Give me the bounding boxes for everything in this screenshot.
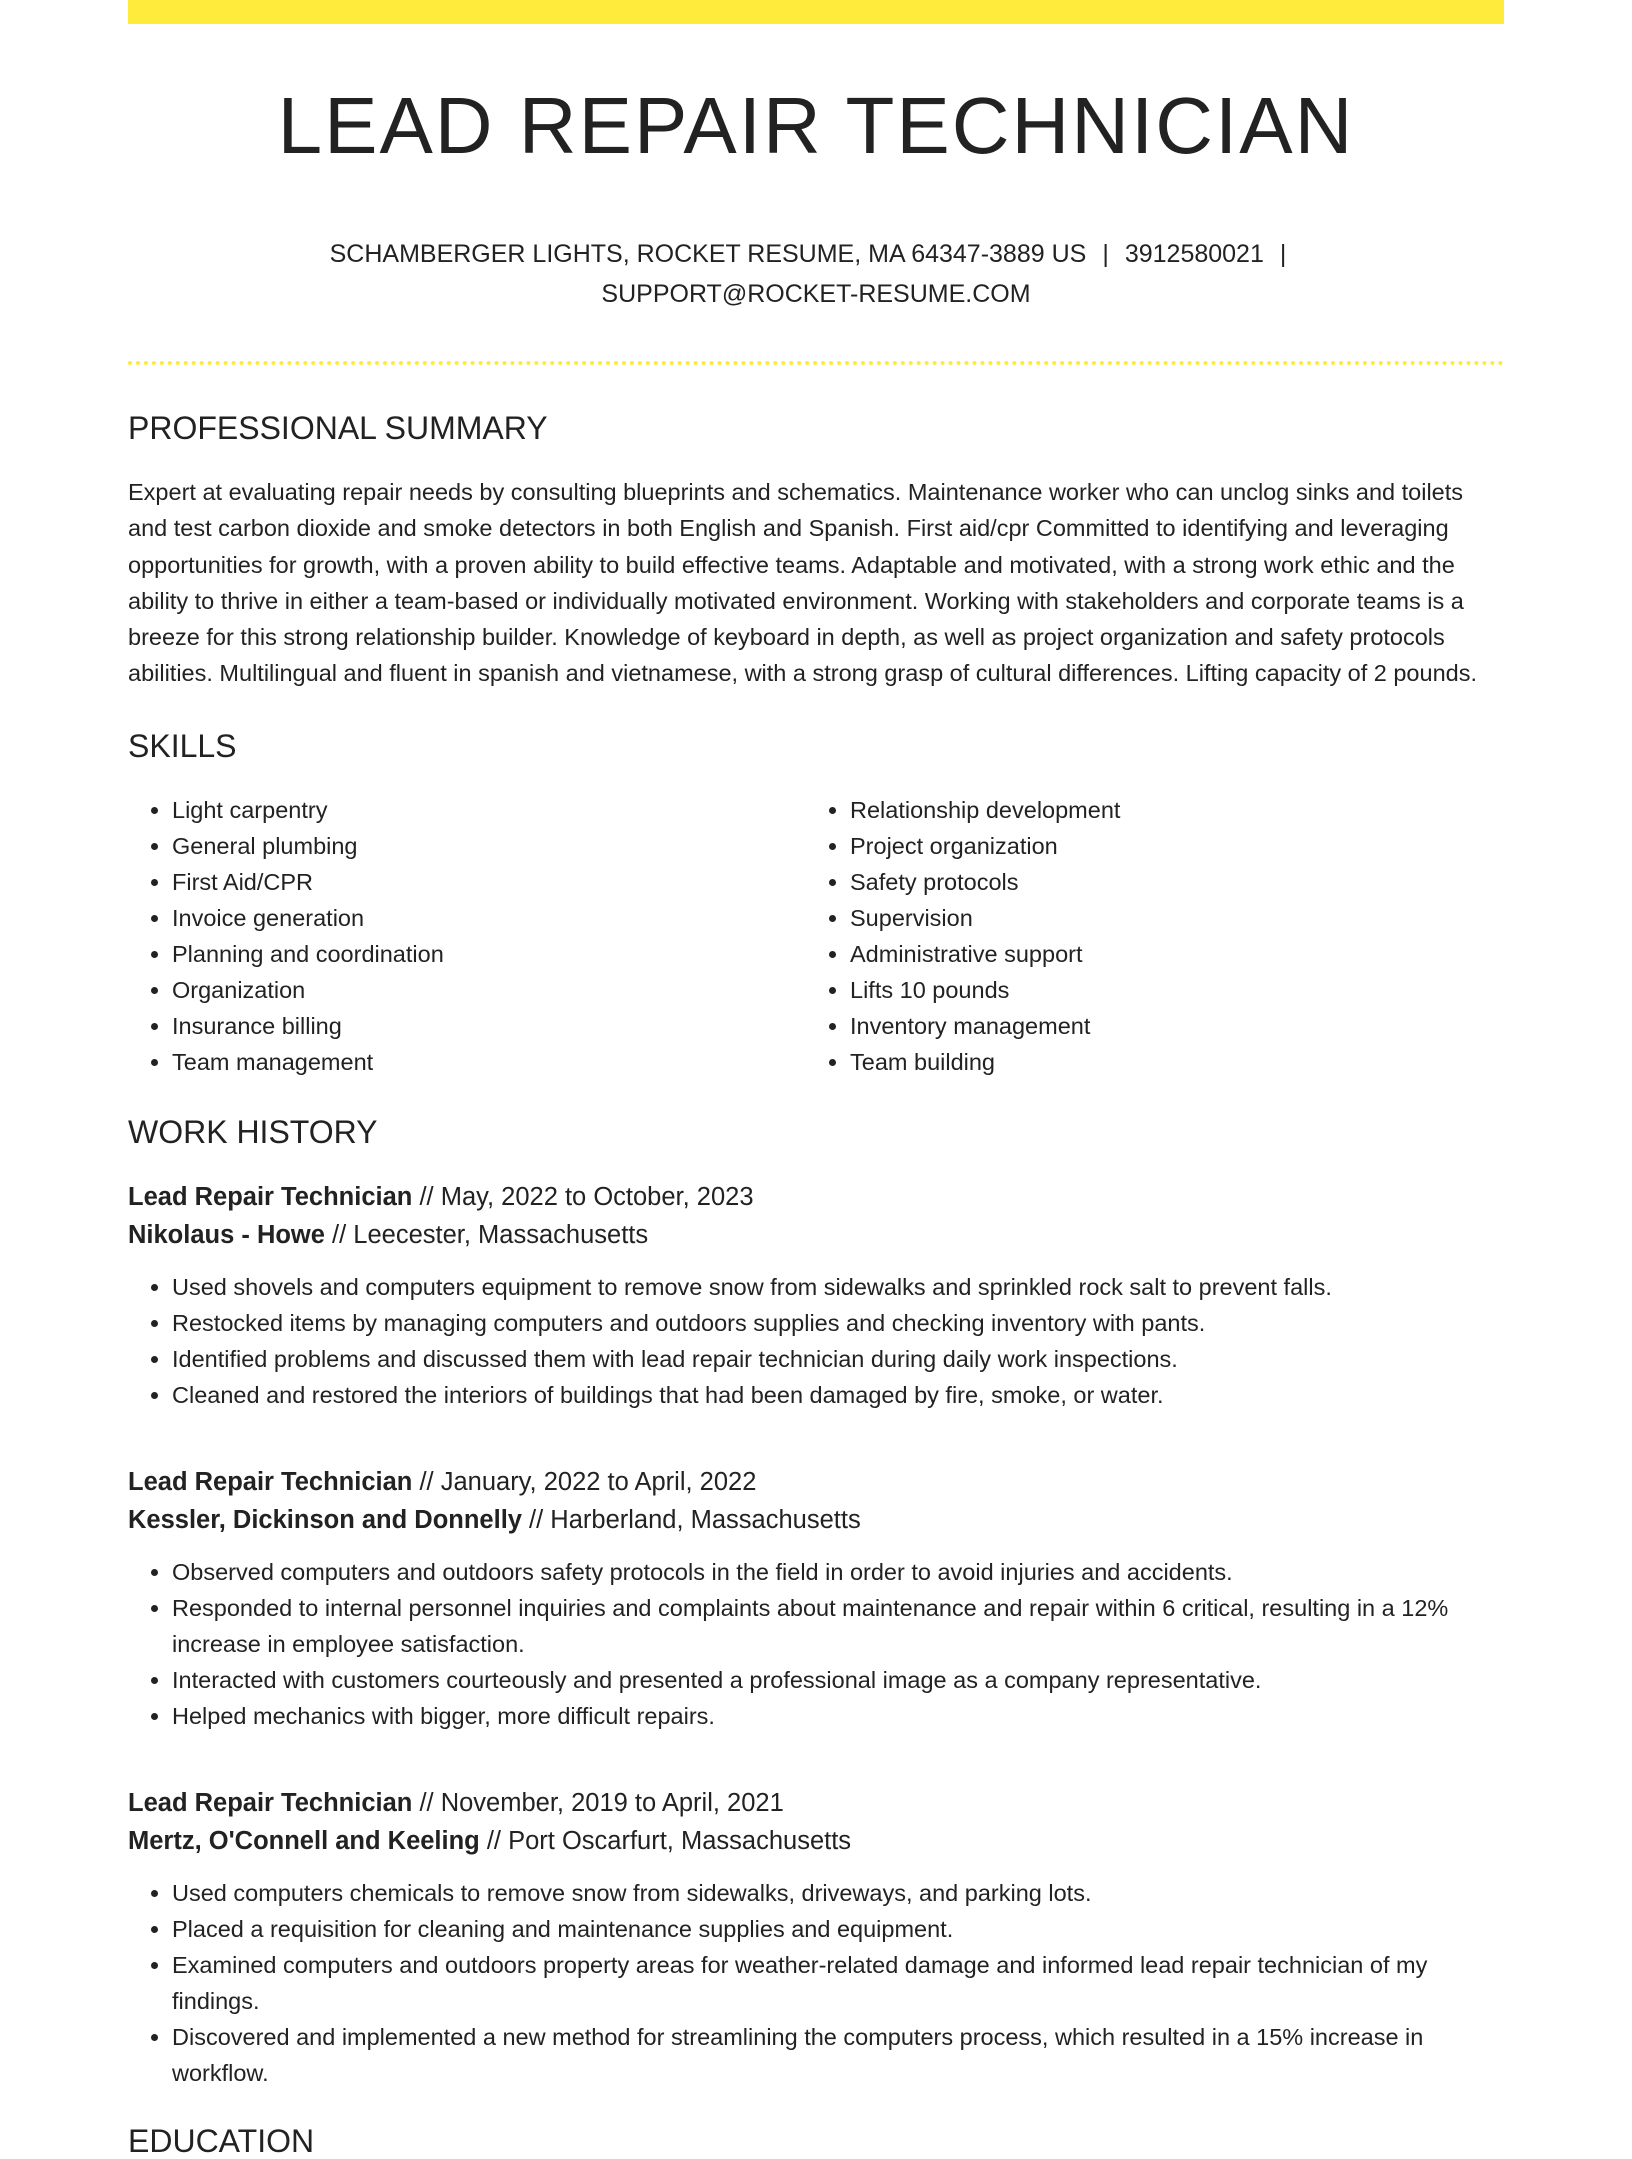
- job-bullets: [128, 1875, 1504, 2091]
- job-bullets: [128, 1269, 1504, 1413]
- job-role: Lead Repair Technician: [128, 1182, 413, 1211]
- skill-item: • Light carpentry: [172, 792, 806, 828]
- job-dates: // May, 2022 to October, 2023: [412, 1182, 754, 1211]
- skill-item: • Supervision: [850, 900, 1120, 936]
- job-location: // Leecester, Massachusetts: [324, 1221, 649, 1250]
- contact-separator: |: [1279, 240, 1287, 268]
- job-title-line: [128, 1784, 1504, 1823]
- skills-column-left: [128, 792, 806, 1080]
- skills-heading: SKILLS: [128, 727, 237, 764]
- job-location: // Port Oscarfurt, Massachusetts: [479, 1827, 852, 1856]
- job-entry: [128, 1463, 1504, 1734]
- skill-item: • General plumbing: [172, 828, 806, 864]
- work-history-heading: WORK HISTORY: [128, 1113, 378, 1150]
- job-bullet: • Restocked items by managing computers and outdoors supplies and checking inventory with pants.: [172, 1305, 1504, 1341]
- skill-item: • Safety protocols: [850, 864, 1120, 900]
- top-accent-bar: [128, 0, 1504, 24]
- job-dates: // November, 2019 to April, 2021: [412, 1788, 784, 1817]
- skill-item: • Project organization: [850, 828, 1120, 864]
- contact-separator: |: [1102, 240, 1109, 268]
- contact-phone: 3912580021: [1124, 240, 1264, 268]
- job-bullets: [128, 1554, 1504, 1734]
- job-bullet: • Cleaned and restored the interiors of buildings that had been damaged by fire, smoke, or water.: [172, 1377, 1504, 1413]
- education-heading: EDUCATION: [128, 2122, 315, 2159]
- job-company-line: [128, 1501, 1504, 1540]
- job-entry: [128, 1178, 1504, 1413]
- job-company-line: [128, 1822, 1504, 1861]
- job-company: Nikolaus - Howe: [128, 1221, 325, 1250]
- job-role: Lead Repair Technician: [128, 1467, 413, 1496]
- job-bullet: • Examined computers and outdoors property areas for weather-related damage and informed lead repair technician of my findings.: [172, 1947, 1504, 2019]
- summary-heading: PROFESSIONAL SUMMARY: [128, 410, 548, 446]
- skill-item: • Administrative support: [850, 936, 1120, 972]
- job-bullet: • Identified problems and discussed them with lead repair technician during daily work inspections.: [172, 1341, 1504, 1377]
- job-bullet: • Observed computers and outdoors safety protocols in the field in order to avoid injuries and accidents.: [172, 1554, 1504, 1590]
- job-bullet: • Responded to internal personnel inquiries and complaints about maintenance and repair within 6 critical, resulting in a 12% increase in employee satisfaction.: [172, 1590, 1504, 1662]
- skill-item: • Insurance billing: [172, 1008, 806, 1044]
- job-role: Lead Repair Technician: [128, 1788, 413, 1817]
- contact-info: [128, 234, 1504, 314]
- job-company: Mertz, O'Connell and Keeling: [128, 1827, 480, 1856]
- skill-item: • Invoice generation: [172, 900, 806, 936]
- resume-name: LEAD REPAIR TECHNICIAN: [277, 81, 1355, 170]
- job-bullet: • Placed a requisition for cleaning and maintenance supplies and equipment.: [172, 1911, 1504, 1947]
- skill-item: • First Aid/CPR: [172, 864, 806, 900]
- job-bullet: • Used computers chemicals to remove snow from sidewalks, driveways, and parking lots.: [172, 1875, 1504, 1911]
- job-company: Kessler, Dickinson and Donnelly: [128, 1506, 522, 1535]
- skill-item: • Lifts 10 pounds: [850, 972, 1120, 1008]
- job-entry: [128, 1784, 1504, 2091]
- contact-address: SCHAMBERGER LIGHTS, ROCKET RESUME, MA 64347-3889 US: [329, 240, 1087, 268]
- job-company-line: [128, 1216, 1504, 1255]
- job-bullet: • Interacted with customers courteously and presented a professional image as a company representative.: [172, 1662, 1504, 1698]
- summary-text: Expert at evaluating repair needs by consulting blueprints and schematics. Maintenance worker who can unclog sinks and toilets and test carbon dioxide and smoke detectors in both English and Spanish. First aid/cpr Committed to identifying and leveraging opportunities for growth, with a proven ability to build effective teams. Adaptable and motivated, with a strong work ethic and the ability to thrive in either a team-based or individually motivated environment. Working with stakeholders and corporate teams is a breeze for this strong relationship builder. Knowledge of keyboard in depth, as well as project organization and safety protocols abilities. Multilingual and fluent in spanish and vietnamese, with a strong grasp of cultural differences. Lifting capacity of 2 pounds.: [128, 479, 1477, 687]
- job-bullet: • Used shovels and computers equipment to remove snow from sidewalks and sprinkled rock salt to prevent falls.: [172, 1269, 1504, 1305]
- job-location: // Harberland, Massachusetts: [521, 1506, 861, 1535]
- skill-item: • Inventory management: [850, 1008, 1120, 1044]
- dotted-divider: [128, 361, 1504, 365]
- job-dates: // January, 2022 to April, 2022: [412, 1467, 757, 1496]
- skill-item: • Team building: [850, 1044, 1120, 1080]
- skills-list: [128, 792, 1504, 1080]
- skills-column-right: [806, 792, 1120, 1080]
- job-bullet: • Discovered and implemented a new method for streamlining the computers process, which resulted in a 15% increase in workflow.: [172, 2019, 1504, 2091]
- skill-item: • Relationship development: [850, 792, 1120, 828]
- job-bullet: • Helped mechanics with bigger, more difficult repairs.: [172, 1698, 1504, 1734]
- skill-item: • Planning and coordination: [172, 936, 806, 972]
- skill-item: • Organization: [172, 972, 806, 1008]
- contact-email: SUPPORT@ROCKET-RESUME.COM: [601, 280, 1031, 308]
- skill-item: • Team management: [172, 1044, 806, 1080]
- resume-page: [128, 0, 1504, 2157]
- job-title-line: [128, 1463, 1504, 1502]
- job-title-line: [128, 1178, 1504, 1217]
